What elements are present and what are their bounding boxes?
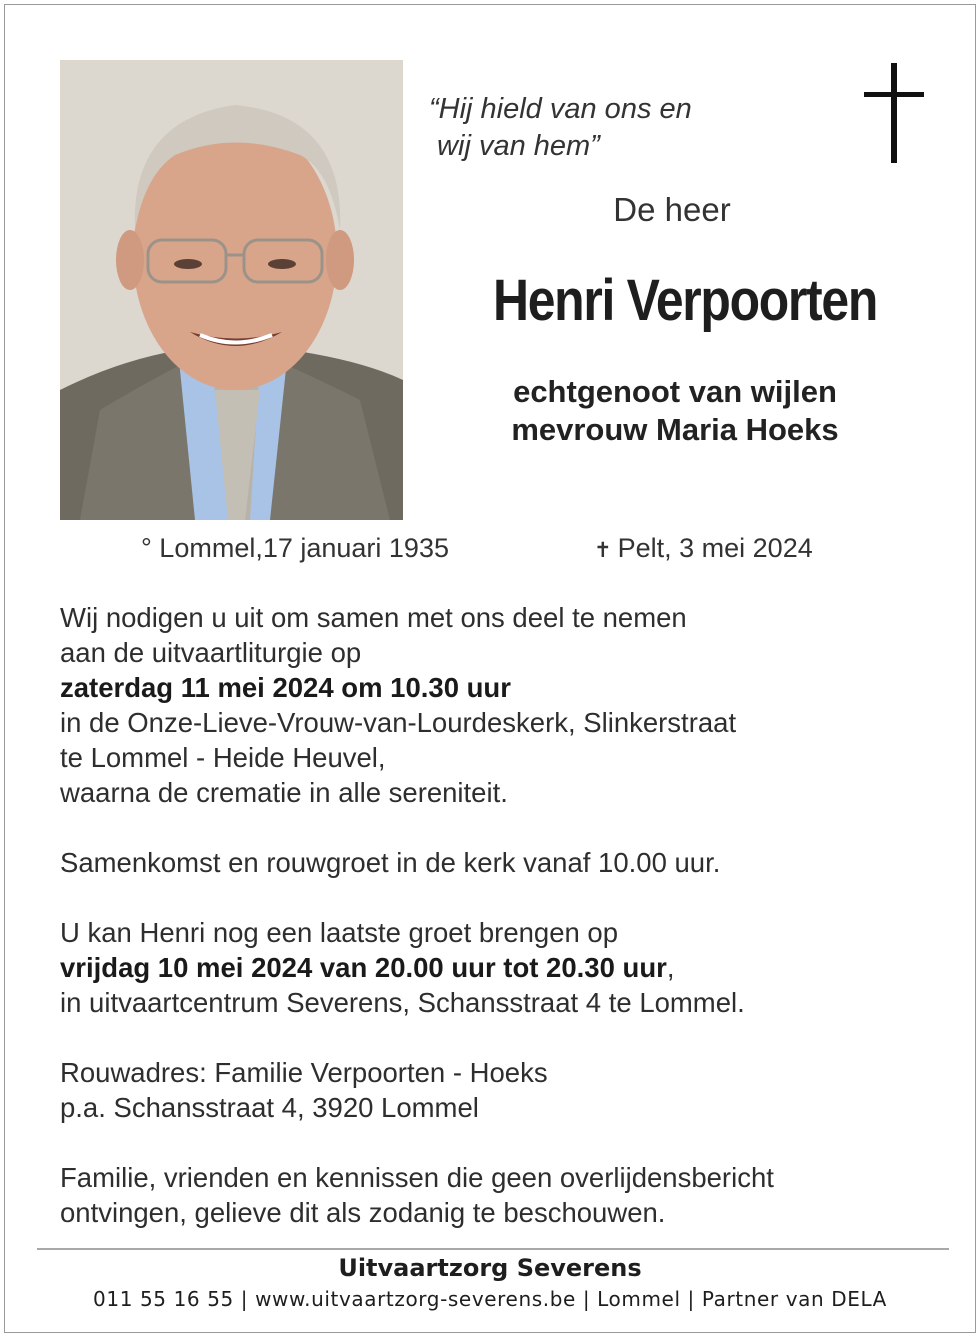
body-line: aan de uitvaartliturgie op bbox=[60, 637, 362, 668]
body-line: Wij nodigen u uit om samen met ons deel te nemen bbox=[60, 602, 687, 633]
body-line: U kan Henri nog een laatste groet brengen op bbox=[60, 917, 619, 948]
quote bbox=[429, 91, 769, 165]
honorific: De heer bbox=[613, 191, 731, 228]
quote-line: “Hij hield van ons en bbox=[429, 93, 692, 125]
body-line: waarna de crematie in alle sereniteit. bbox=[60, 777, 508, 808]
body-line: Samenkomst en rouwgroet in de kerk vanaf 10.00 uur. bbox=[60, 847, 721, 878]
death-date bbox=[594, 533, 813, 564]
funeral-datetime: zaterdag 11 mei 2024 om 10.30 uur bbox=[60, 672, 511, 703]
deceased-name: Henri Verpoorten bbox=[492, 268, 878, 333]
dagger-icon: ✝ bbox=[594, 539, 612, 562]
divider bbox=[37, 1248, 949, 1250]
latin-cross-icon bbox=[864, 63, 924, 163]
spouse-info bbox=[455, 373, 895, 449]
quote-line: wij van hem” bbox=[429, 130, 600, 162]
body-line: in de Onze-Lieve-Vrouw-van-Lourdeskerk, Slinkerstraat bbox=[60, 707, 737, 738]
announcement-body bbox=[60, 600, 940, 1230]
body-line: in uitvaartcentrum Severens, Schansstraat 4 te Lommel. bbox=[60, 987, 745, 1018]
body-line: te Lommel - Heide Heuvel, bbox=[60, 742, 386, 773]
portrait-photo bbox=[60, 60, 403, 520]
spouse-line: mevrouw Maria Hoeks bbox=[511, 412, 839, 447]
death-text: Pelt, 3 mei 2024 bbox=[617, 533, 813, 563]
obituary-card bbox=[4, 4, 976, 1333]
funeral-home-contact: 011 55 16 55 | www.uitvaartzorg-severens.be | Lommel | Partner van DELA bbox=[93, 1287, 887, 1311]
visitation-datetime: vrijdag 10 mei 2024 van 20.00 uur tot 20.30 uur bbox=[60, 952, 667, 983]
body-line: ontvingen, gelieve dit als zodanig te beschouwen. bbox=[60, 1197, 666, 1228]
funeral-home-name: Uitvaartzorg Severens bbox=[338, 1254, 642, 1282]
spouse-line: echtgenoot van wijlen bbox=[513, 374, 837, 409]
body-line: Familie, vrienden en kennissen die geen overlijdensbericht bbox=[60, 1162, 774, 1193]
punctuation: , bbox=[666, 952, 675, 983]
birth-date: ° Lommel,17 januari 1935 bbox=[141, 533, 449, 563]
mourning-address: Rouwadres: Familie Verpoorten - Hoeks bbox=[60, 1057, 548, 1088]
mourning-address: p.a. Schansstraat 4, 3920 Lommel bbox=[60, 1092, 479, 1123]
